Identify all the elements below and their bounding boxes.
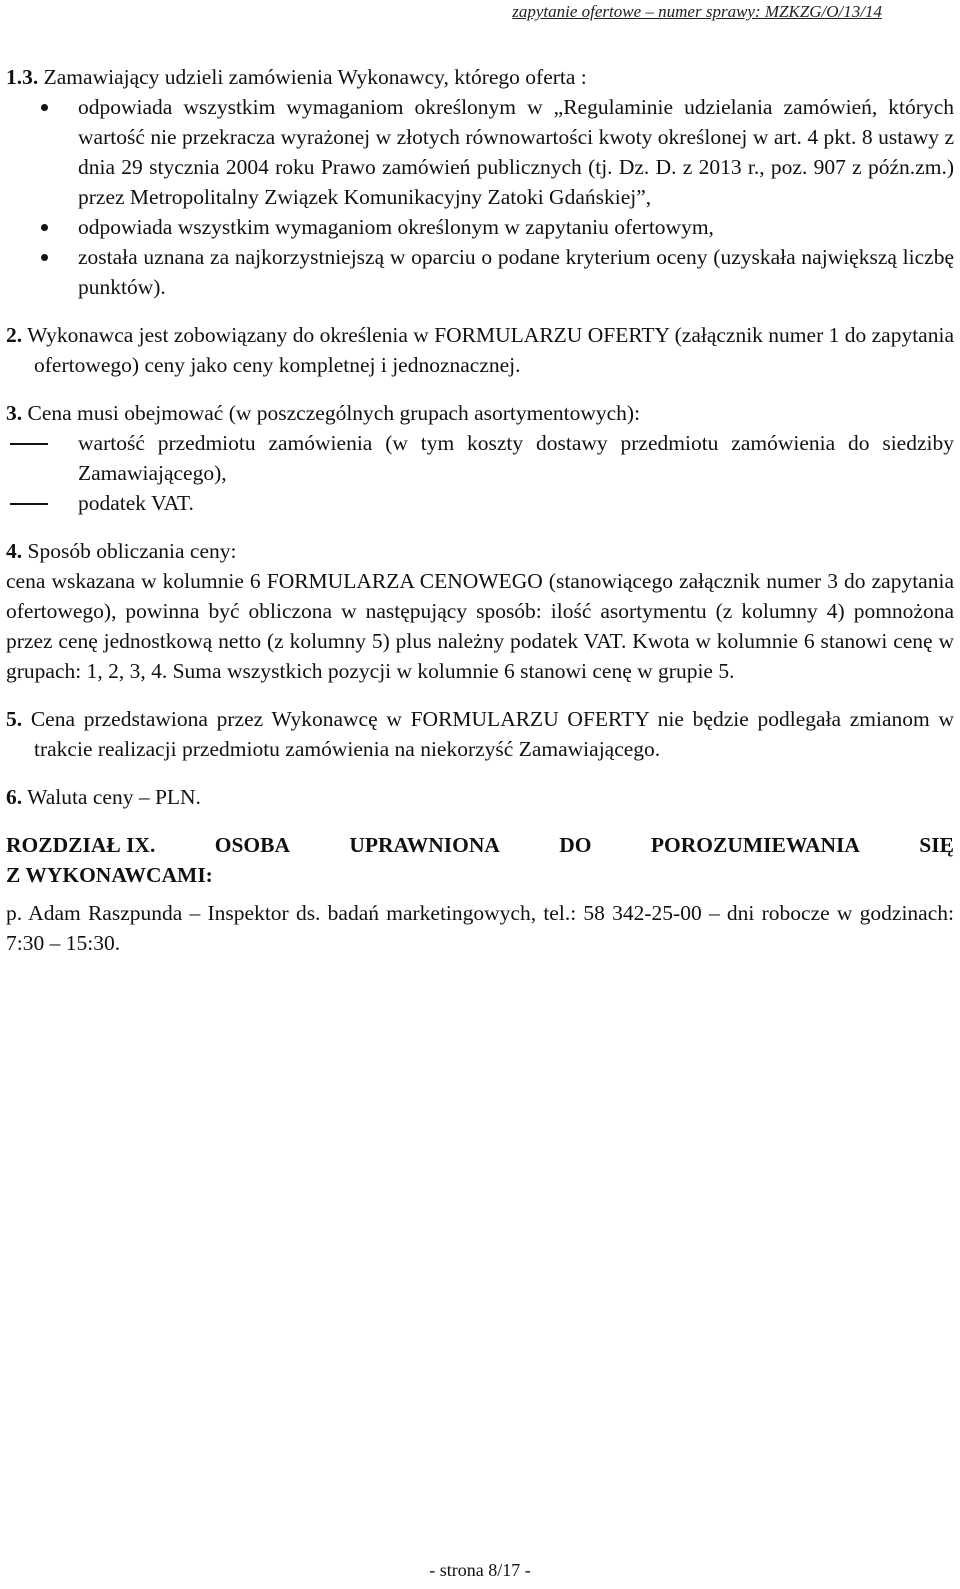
list-item: podatek VAT.: [6, 488, 954, 518]
section-2: [6, 320, 954, 380]
document-header: zapytanie ofertowe – numer sprawy: MZKZG/O/13/14: [512, 2, 882, 21]
section-5-text: Cena przedstawiona przez Wykonawcę w FORMULARZU OFERTY nie będzie podlegała zmianom w trakcie realizacji przedmiotu zamówienia na niekorzyść Zamawiającego.: [30, 707, 955, 761]
section-6-number: 6.: [6, 785, 23, 809]
chapter-title-word: DO: [559, 833, 592, 857]
section-3-list: [6, 428, 954, 518]
chapter-heading: [6, 830, 954, 890]
section-3-text: Cena musi obejmować (w poszczególnych grupach asortymentowych):: [27, 401, 641, 425]
list-item: odpowiada wszystkim wymaganiom określonym w zapytaniu ofertowym,: [6, 212, 954, 242]
section-3-intro: [6, 398, 954, 428]
section-5: [6, 704, 954, 764]
page-number: - strona 8/17 -: [429, 1560, 531, 1580]
chapter-title-word: OSOBA: [214, 833, 290, 857]
section-5-number: 5.: [6, 707, 23, 731]
section-4-title: Sposób obliczania ceny:: [27, 539, 237, 563]
chapter-title-word: SIĘ: [919, 833, 954, 857]
section-1-3-text: Zamawiający udzieli zamówienia Wykonawcy, którego oferta :: [43, 65, 587, 89]
section-4: [6, 536, 954, 686]
section-3: [6, 398, 954, 518]
section-4-number: 4.: [6, 539, 23, 563]
document-body: [6, 62, 954, 958]
section-2-number: 2.: [6, 323, 23, 347]
section-2-text: Wykonawca jest zobowiązany do określenia w FORMULARZU OFERTY (załącznik numer 1 do zapytania ofertowego) ceny jako ceny kompletnej i jednoznacznej.: [27, 323, 954, 377]
contact-info: p. Adam Raszpunda – Inspektor ds. badań marketingowych, tel.: 58 342-25-00 – dni robocze w godzinach: 7:30 – 15:30.: [6, 901, 954, 955]
section-1-3-intro: [6, 62, 954, 92]
section-1-3: [6, 62, 954, 302]
section-1-3-number: 1.3.: [6, 65, 39, 89]
section-1-3-list: [6, 92, 954, 302]
chapter-title-word: UPRAWNIONA: [349, 833, 500, 857]
chapter-label: ROZDZIAŁ IX.: [6, 833, 156, 857]
chapter-title-line2: Z WYKONAWCAMI:: [6, 863, 213, 887]
section-6: [6, 782, 954, 812]
section-3-number: 3.: [6, 401, 23, 425]
section-4-title-line: [6, 536, 954, 566]
section-6-text: Waluta ceny – PLN.: [27, 785, 201, 809]
list-item: odpowiada wszystkim wymaganiom określonym w „Regulaminie udzielania zamówień, których wartość nie przekracza wyrażonej w złotych równowartości kwoty określonej w art. 4 pkt. 8 ustawy z dnia 29 stycznia 2004 roku Prawo zamówień publicznych (tj. Dz. D. z 2013 r., poz. 907 z późn.zm.) przez Metropolitalny Związek Komunikacyjny Zatoki Gdańskiej”,: [6, 92, 954, 212]
list-item: wartość przedmiotu zamówienia (w tym koszty dostawy przedmiotu zamówienia do siedziby Zamawiającego),: [6, 428, 954, 488]
section-4-text: cena wskazana w kolumnie 6 FORMULARZA CENOWEGO (stanowiącego załącznik numer 3 do zapytania ofertowego), powinna być obliczona w następujący sposób: ilość asortymentu (z kolumny 4) pomnożona przez cenę jednostkową netto (z kolumny 5) plus należny podatek VAT. Kwota w kolumnie 6 stanowi cenę w grupach: 1, 2, 3, 4. Suma wszystkich pozycji w kolumnie 6 stanowi cenę w grupie 5.: [6, 569, 954, 683]
chapter-title-word: POROZUMIEWANIA: [650, 833, 860, 857]
list-item: została uznana za najkorzystniejszą w oparciu o podane kryterium oceny (uzyskała największą liczbę punktów).: [6, 242, 954, 302]
